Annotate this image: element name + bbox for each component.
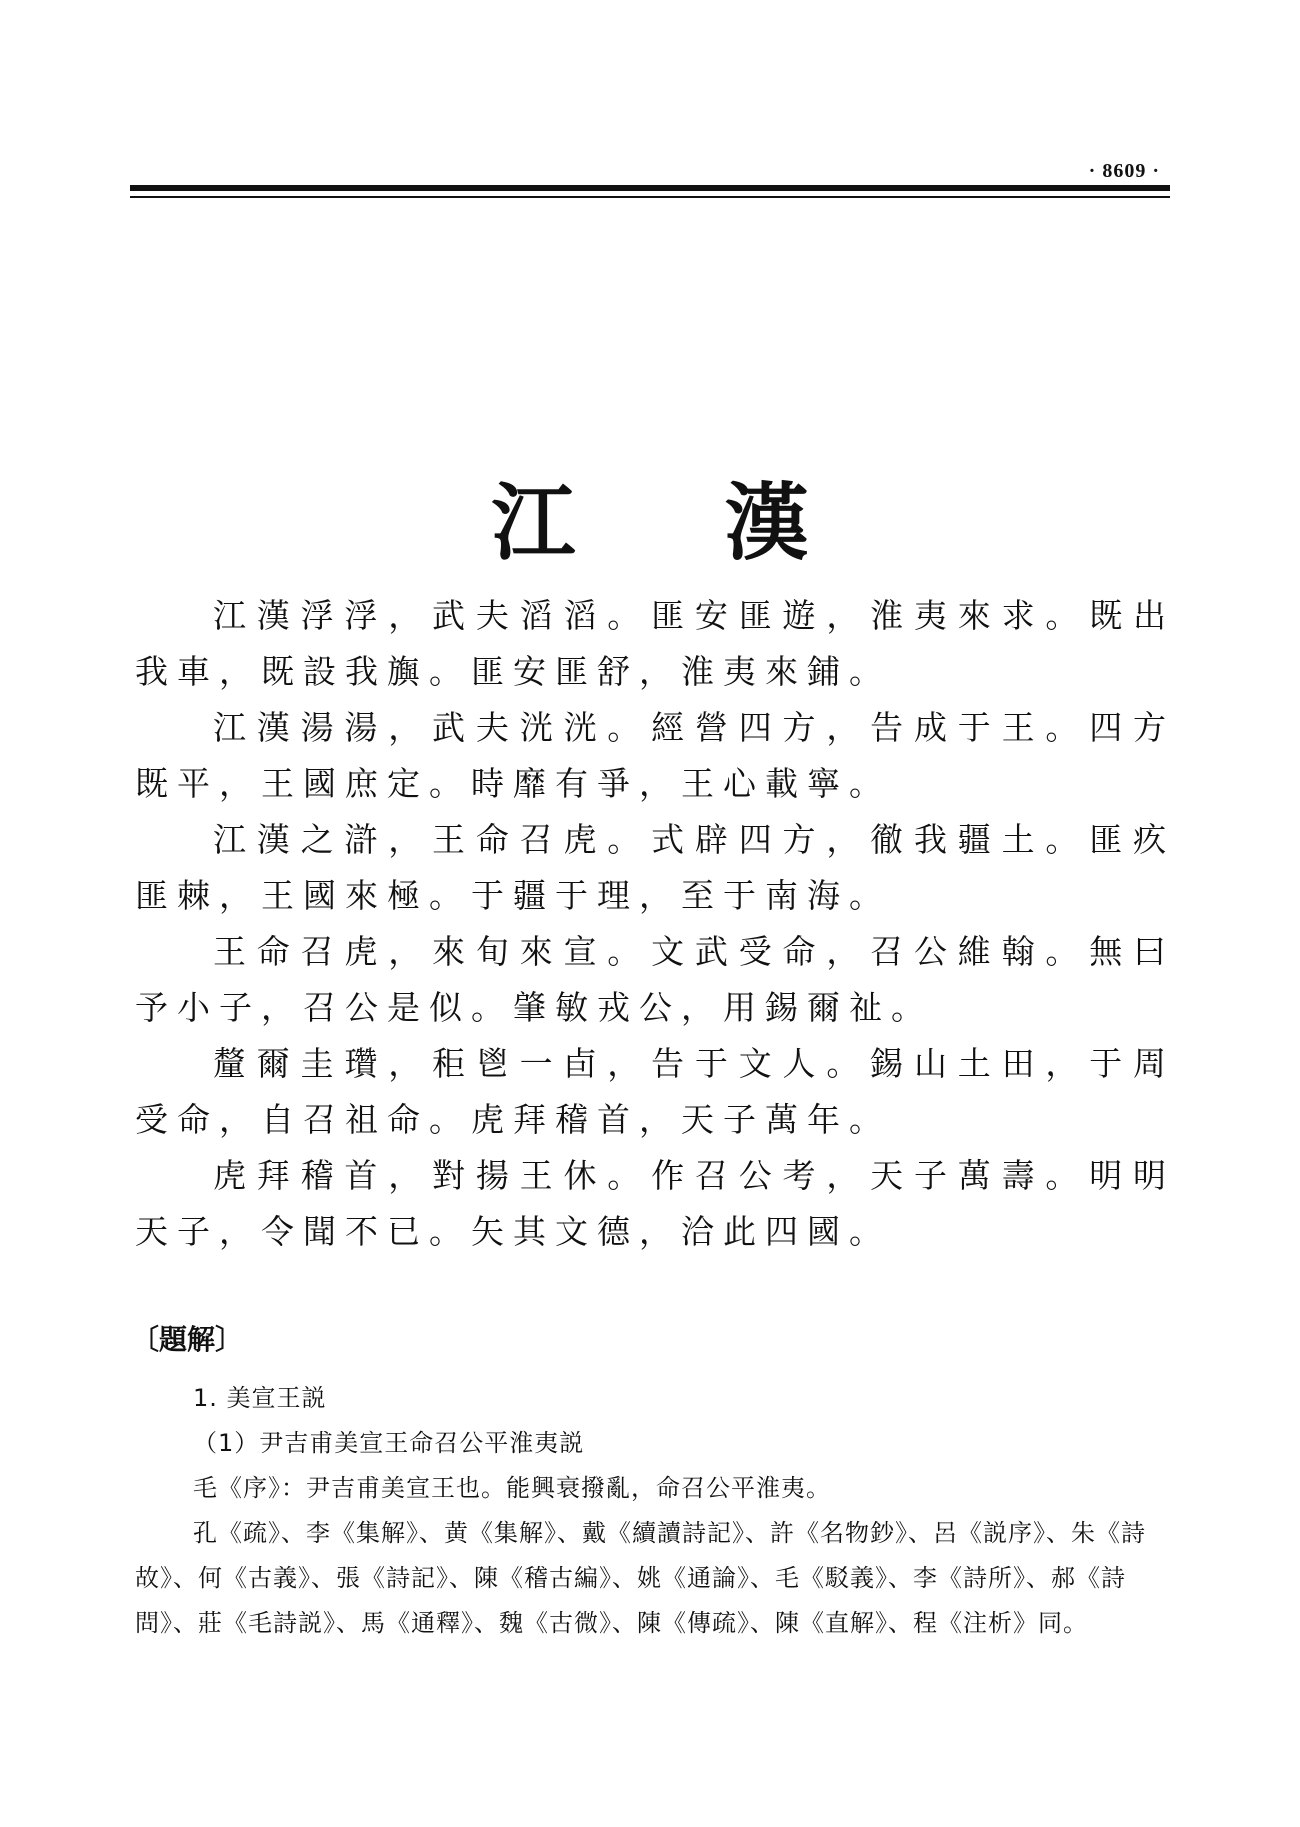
commentary-paragraph: 毛《序》：尹吉甫美宣王也。能興衰撥亂，命召公平淮夷。	[193, 1474, 831, 1502]
page-number: · 8609 ·	[1088, 160, 1160, 182]
poem-stanza: 王命召虎，來旬來宣。文武受命，召公維翰。無曰予小子，召公是似。肇敏戎公，用錫爾祉。	[135, 932, 1175, 1027]
section-heading: 〔題解〕	[131, 1323, 244, 1356]
header-rule-thick	[130, 185, 1170, 191]
poem-stanza: 江漢之滸，王命召虎。式辟四方，徹我疆土。匪疚匪棘，王國來極。于疆于理，至于南海。	[135, 820, 1175, 915]
poem-stanza: 江漢湯湯，武夫洸洸。經營四方，告成于王。四方既平，王國庶定。時靡有爭，王心載寧。	[135, 708, 1175, 803]
poem-stanza: 釐爾圭瓚，秬鬯一卣，告于文人。錫山土田，于周受命，自召祖命。虎拜稽首，天子萬年。	[135, 1044, 1175, 1139]
poem-body	[135, 588, 1175, 1260]
commentary-subitem: （1）尹吉甫美宣王命召公平淮夷説	[193, 1429, 585, 1457]
poem-stanza: 江漢浮浮，武夫滔滔。匪安匪遊，淮夷來求。既出我車，既設我旟。匪安匪舒，淮夷來鋪。	[135, 596, 1175, 691]
commentary-item: 1. 美宣王説	[193, 1384, 327, 1412]
commentary-paragraph: 孔《疏》、李《集解》、黄《集解》、戴《續讀詩記》、許《名物鈔》、呂《説序》、朱《詩故》、何《古義》、張《詩記》、陳《稽古編》、姚《通論》、毛《駁義》、李《詩所》、郝《詩問》、莊《毛詩説》、馬《通釋》、魏《古微》、陳《傳疏》、陳《直解》、程《注析》同。	[135, 1519, 1146, 1637]
poem-stanza: 虎拜稽首，對揚王休。作召公考，天子萬壽。明明天子，令聞不已。矢其文德，洽此四國。	[135, 1156, 1175, 1251]
poem-title: 江 漢	[491, 473, 869, 573]
header-rule-thin	[130, 196, 1170, 198]
commentary-section	[131, 1318, 1175, 1646]
